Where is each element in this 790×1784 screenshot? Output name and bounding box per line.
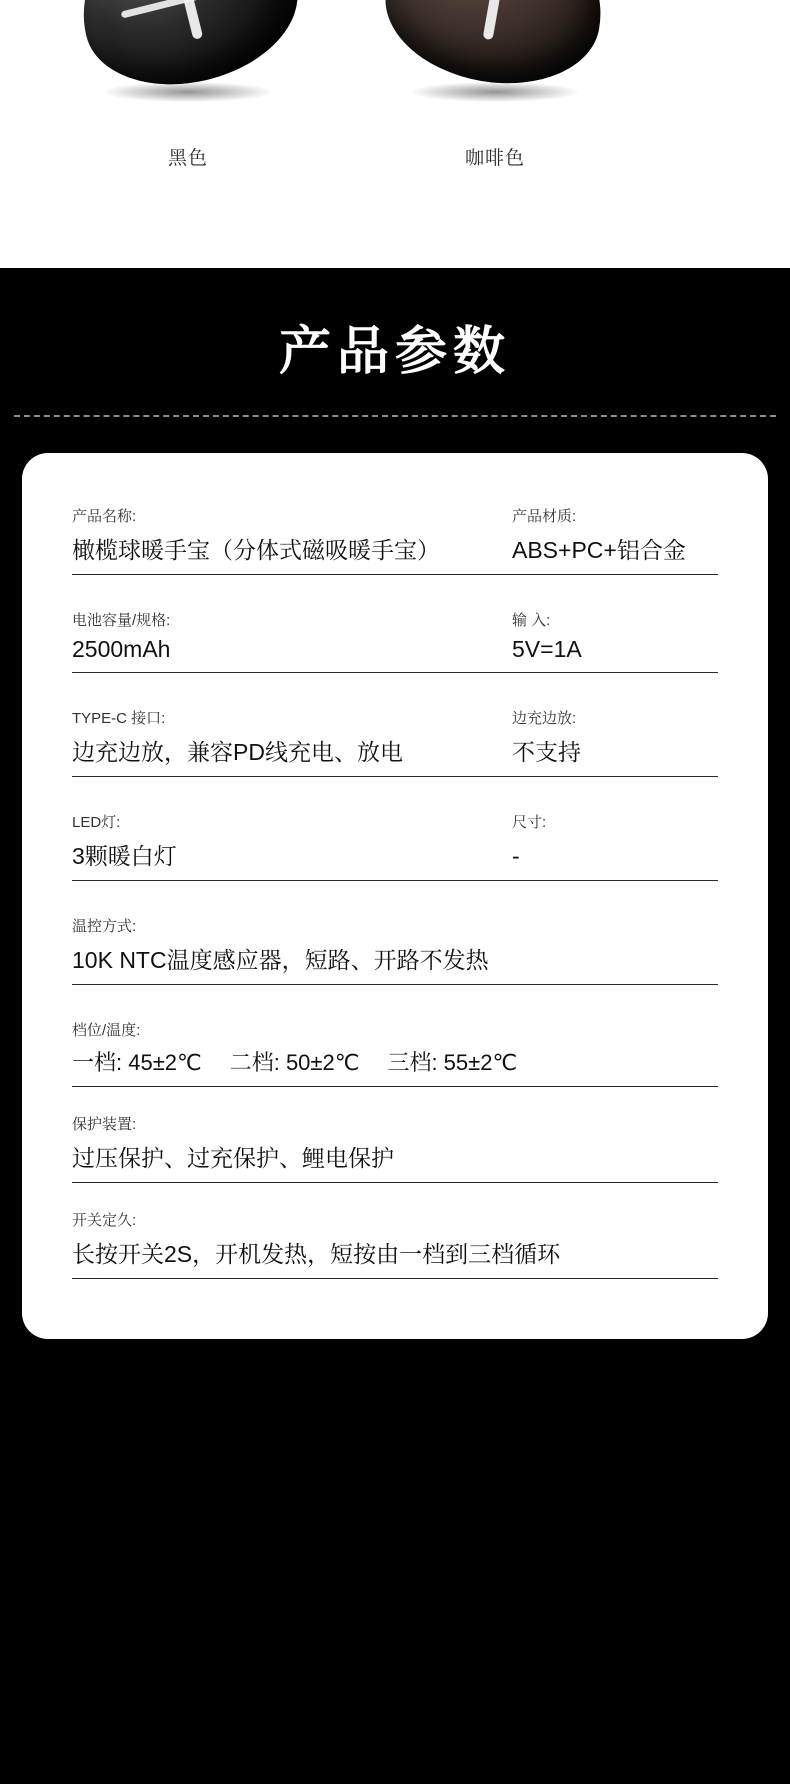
param-value: 不支持 — [512, 739, 581, 765]
param-value: 过压保护、过充保护、鲤电保护 — [72, 1145, 394, 1171]
param-label: 输 入: — [512, 612, 551, 629]
param-row — [72, 609, 718, 673]
param-row — [72, 1209, 718, 1279]
dashed-divider — [14, 415, 776, 417]
football-lace — [173, 0, 203, 40]
grade-value: 一档: 45±2℃ — [72, 1050, 202, 1075]
param-row — [72, 707, 718, 777]
section-title: 产品参数 — [278, 323, 511, 381]
param-label: 产品名称: — [72, 508, 137, 525]
param-value: 3颗暖白灯 — [72, 843, 177, 869]
param-label: 边充边放: — [512, 710, 577, 727]
param-label: 电池容量/规格: — [72, 612, 171, 629]
grade-value: 三档: 55±2℃ — [387, 1050, 518, 1075]
param-value: 2500mAh — [72, 636, 171, 662]
param-value: 5V=1A — [512, 636, 582, 662]
product-image-coffee — [345, 0, 645, 132]
param-row — [72, 505, 718, 575]
param-label: 档位/温度: — [72, 1022, 141, 1039]
color-options-section — [0, 0, 790, 268]
param-label: LED灯: — [72, 814, 121, 831]
param-label: 开关定久: — [72, 1212, 137, 1229]
product-shadow — [104, 82, 272, 102]
param-label: 尺寸: — [512, 814, 547, 831]
param-value: 边充边放，兼容PD线充电、放电 — [72, 739, 403, 765]
param-value: ABS+PC+铝合金 — [512, 537, 686, 563]
grade-value: 二档: 50±2℃ — [229, 1050, 360, 1075]
color-label-coffee: 咖啡色 — [464, 148, 525, 169]
product-image-black — [38, 0, 338, 132]
param-value: 长按开关2S，开机发热，短按由一档到三档循环 — [72, 1241, 561, 1267]
param-row — [72, 915, 718, 985]
product-parameters-section — [0, 268, 790, 1784]
param-value: 橄榄球暖手宝（分体式磁吸暖手宝） — [72, 537, 440, 563]
param-row-grades — [72, 1019, 718, 1087]
param-label: TYPE-C 接口: — [72, 710, 166, 727]
product-images — [0, 0, 790, 132]
param-row — [72, 811, 718, 881]
param-label: 产品材质: — [512, 508, 577, 525]
product-shadow — [411, 82, 579, 102]
param-label: 保护装置: — [72, 1116, 137, 1133]
color-label-black: 黑色 — [167, 148, 208, 169]
param-value: 10K NTC温度感应器，短路、开路不发热 — [72, 947, 489, 973]
param-value: - — [512, 843, 520, 869]
param-row — [72, 1113, 718, 1183]
parameters-card — [22, 453, 768, 1339]
param-label: 温控方式: — [72, 918, 137, 935]
football-lace — [483, 0, 507, 40]
